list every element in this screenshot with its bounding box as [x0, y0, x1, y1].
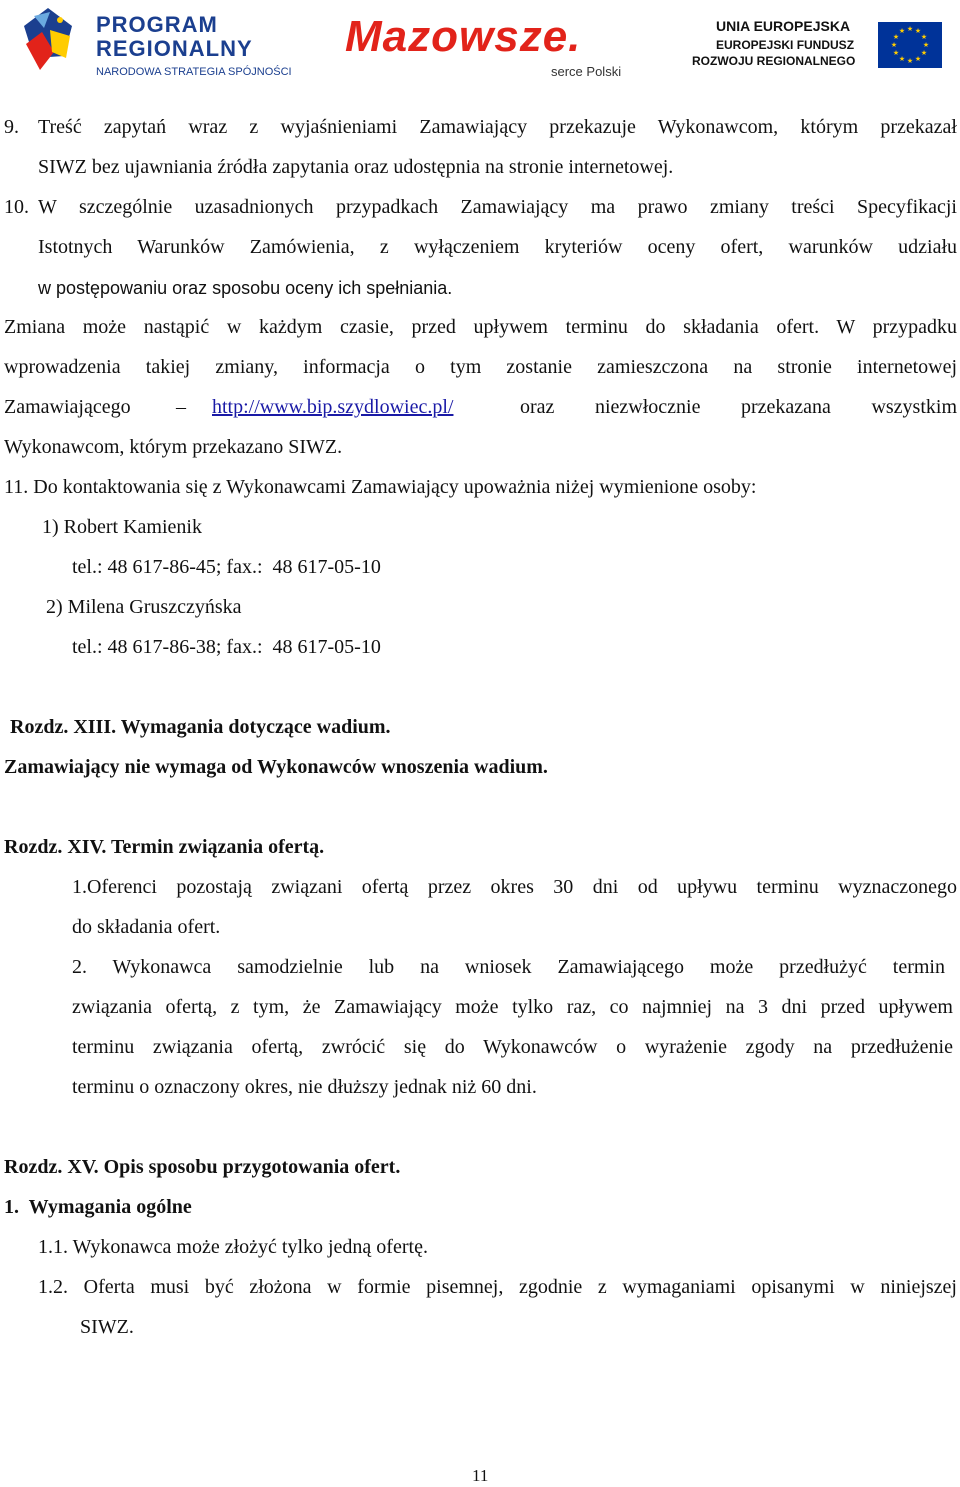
- mazowsze-logo: [345, 12, 645, 82]
- eu-logo: [692, 18, 948, 78]
- section-xiv-p2-line3: terminu związania ofertą, zwrócić się do Wykonawców o wyrażenie zgody na przedłużenie: [72, 1036, 953, 1058]
- section-xiv-p2-line2: związania ofertą, z tym, że Zamawiający może tylko raz, co najmniej na 3 dni przed upływem: [72, 996, 953, 1018]
- bip-link[interactable]: http://www.bip.szydlowiec.pl/: [212, 396, 454, 418]
- program-line3: NARODOWA STRATEGIA SPÓJNOŚCI: [96, 66, 292, 78]
- section-xv-title: Rozdz. XV. Opis sposobu przygotowania ofert.: [4, 1156, 401, 1178]
- mazowsze-wordmark: Mazowsze.: [345, 12, 582, 61]
- svg-text:★: ★: [890, 41, 898, 49]
- nss-emblem-icon: [20, 6, 78, 80]
- change-line1: Zmiana może nastąpić w każdym czasie, przed upływem terminu do składania ofert. W przypadku: [4, 316, 957, 338]
- item-9-line1: Treść zapytań wraz z wyjaśnieniami Zamawiający przekazuje Wykonawcom, którym przekazał: [38, 116, 957, 138]
- program-line1: PROGRAM: [96, 12, 218, 37]
- item-11-text: 11. Do kontaktowania się z Wykonawcami Zamawiający upoważnia niżej wymienione osoby:: [4, 476, 757, 498]
- section-xv-subtitle: 1. Wymagania ogólne: [4, 1196, 192, 1218]
- change-line3-lead: Zamawiającego: [4, 396, 131, 418]
- svg-text:★: ★: [922, 41, 930, 49]
- section-xiii-title: Rozdz. XIII. Wymagania dotyczące wadium.: [10, 716, 391, 738]
- section-xv-item-1-2-line1: 1.2. Oferta musi być złożona w formie pisemnej, zgodnie z wymaganiami opisanymi w niniejszej: [38, 1276, 957, 1298]
- change-line3-dash: –: [176, 396, 186, 418]
- change-line4: Wykonawcom, którym przekazano SIWZ.: [4, 436, 343, 458]
- contact-2-phone: tel.: 48 617-86-38; fax.: 48 617-05-10: [72, 636, 381, 658]
- svg-text:★: ★: [914, 27, 922, 35]
- change-line2: wprowadzenia takiej zmiany, informacja o tym zostanie zamieszczona na stronie internetowej: [4, 356, 957, 378]
- section-xiv-p2-line4: terminu o oznaczony okres, nie dłuższy jednak niż 60 dni.: [72, 1076, 537, 1098]
- svg-text:★: ★: [906, 57, 914, 65]
- item-10-number: 10.: [4, 196, 29, 218]
- change-line3-tail: oraz niezwłocznie przekazana wszystkim: [520, 396, 957, 418]
- eu-flag-icon: [878, 22, 942, 68]
- svg-text:★: ★: [898, 55, 906, 63]
- section-xv-item-1-1: 1.1. Wykonawca może złożyć tylko jedną ofertę.: [38, 1236, 428, 1258]
- eu-line1: UNIA EUROPEJSKA: [716, 18, 851, 34]
- program-regionalny-logo: [20, 6, 310, 86]
- item-9-number: 9.: [4, 116, 19, 138]
- svg-text:★: ★: [892, 33, 900, 41]
- eu-line2: EUROPEJSKI FUNDUSZ: [716, 38, 855, 52]
- section-xiv-p1-line1: 1.Oferenci pozostają związani ofertą przez okres 30 dni od upływu terminu wyznaczonego: [72, 876, 957, 898]
- section-xiv-title: Rozdz. XIV. Termin związania ofertą.: [4, 836, 325, 858]
- item-9-line2: SIWZ bez ujawniania źródła zapytania oraz udostępnia na stronie internetowej.: [38, 156, 674, 178]
- mazowsze-tagline: serce Polski: [551, 64, 622, 79]
- program-line2: REGIONALNY: [96, 36, 253, 61]
- svg-text:★: ★: [920, 33, 928, 41]
- svg-text:★: ★: [906, 25, 914, 33]
- svg-text:★: ★: [920, 49, 928, 57]
- svg-text:★: ★: [898, 27, 906, 35]
- item-10-line1: W szczególnie uzasadnionych przypadkach Zamawiający ma prawo zmiany treści Specyfikacji: [38, 196, 957, 218]
- eu-line3: ROZWOJU REGIONALNEGO: [692, 54, 856, 68]
- section-xiv-p1-line2: do składania ofert.: [72, 916, 221, 938]
- svg-text:★: ★: [914, 55, 922, 63]
- section-xv-item-1-2-line2: SIWZ.: [80, 1316, 134, 1338]
- section-xiii-text: Zamawiający nie wymaga od Wykonawców wnoszenia wadium.: [4, 756, 548, 778]
- item-10-line3: w postępowaniu oraz sposobu oceny ich spełniania.: [38, 278, 453, 298]
- section-xiv-p2-line1: 2. Wykonawca samodzielnie lub na wniosek Zamawiającego może przedłużyć termin: [72, 956, 945, 978]
- page-number: 11: [472, 1466, 489, 1485]
- contact-1-name: 1) Robert Kamienik: [42, 516, 202, 538]
- contact-1-phone: tel.: 48 617-86-45; fax.: 48 617-05-10: [72, 556, 381, 578]
- contact-2-name: 2) Milena Gruszczyńska: [46, 596, 242, 618]
- item-10-line2: Istotnych Warunków Zamówienia, z wyłączeniem kryteriów oceny ofert, warunków udziału: [38, 236, 957, 258]
- svg-text:★: ★: [892, 49, 900, 57]
